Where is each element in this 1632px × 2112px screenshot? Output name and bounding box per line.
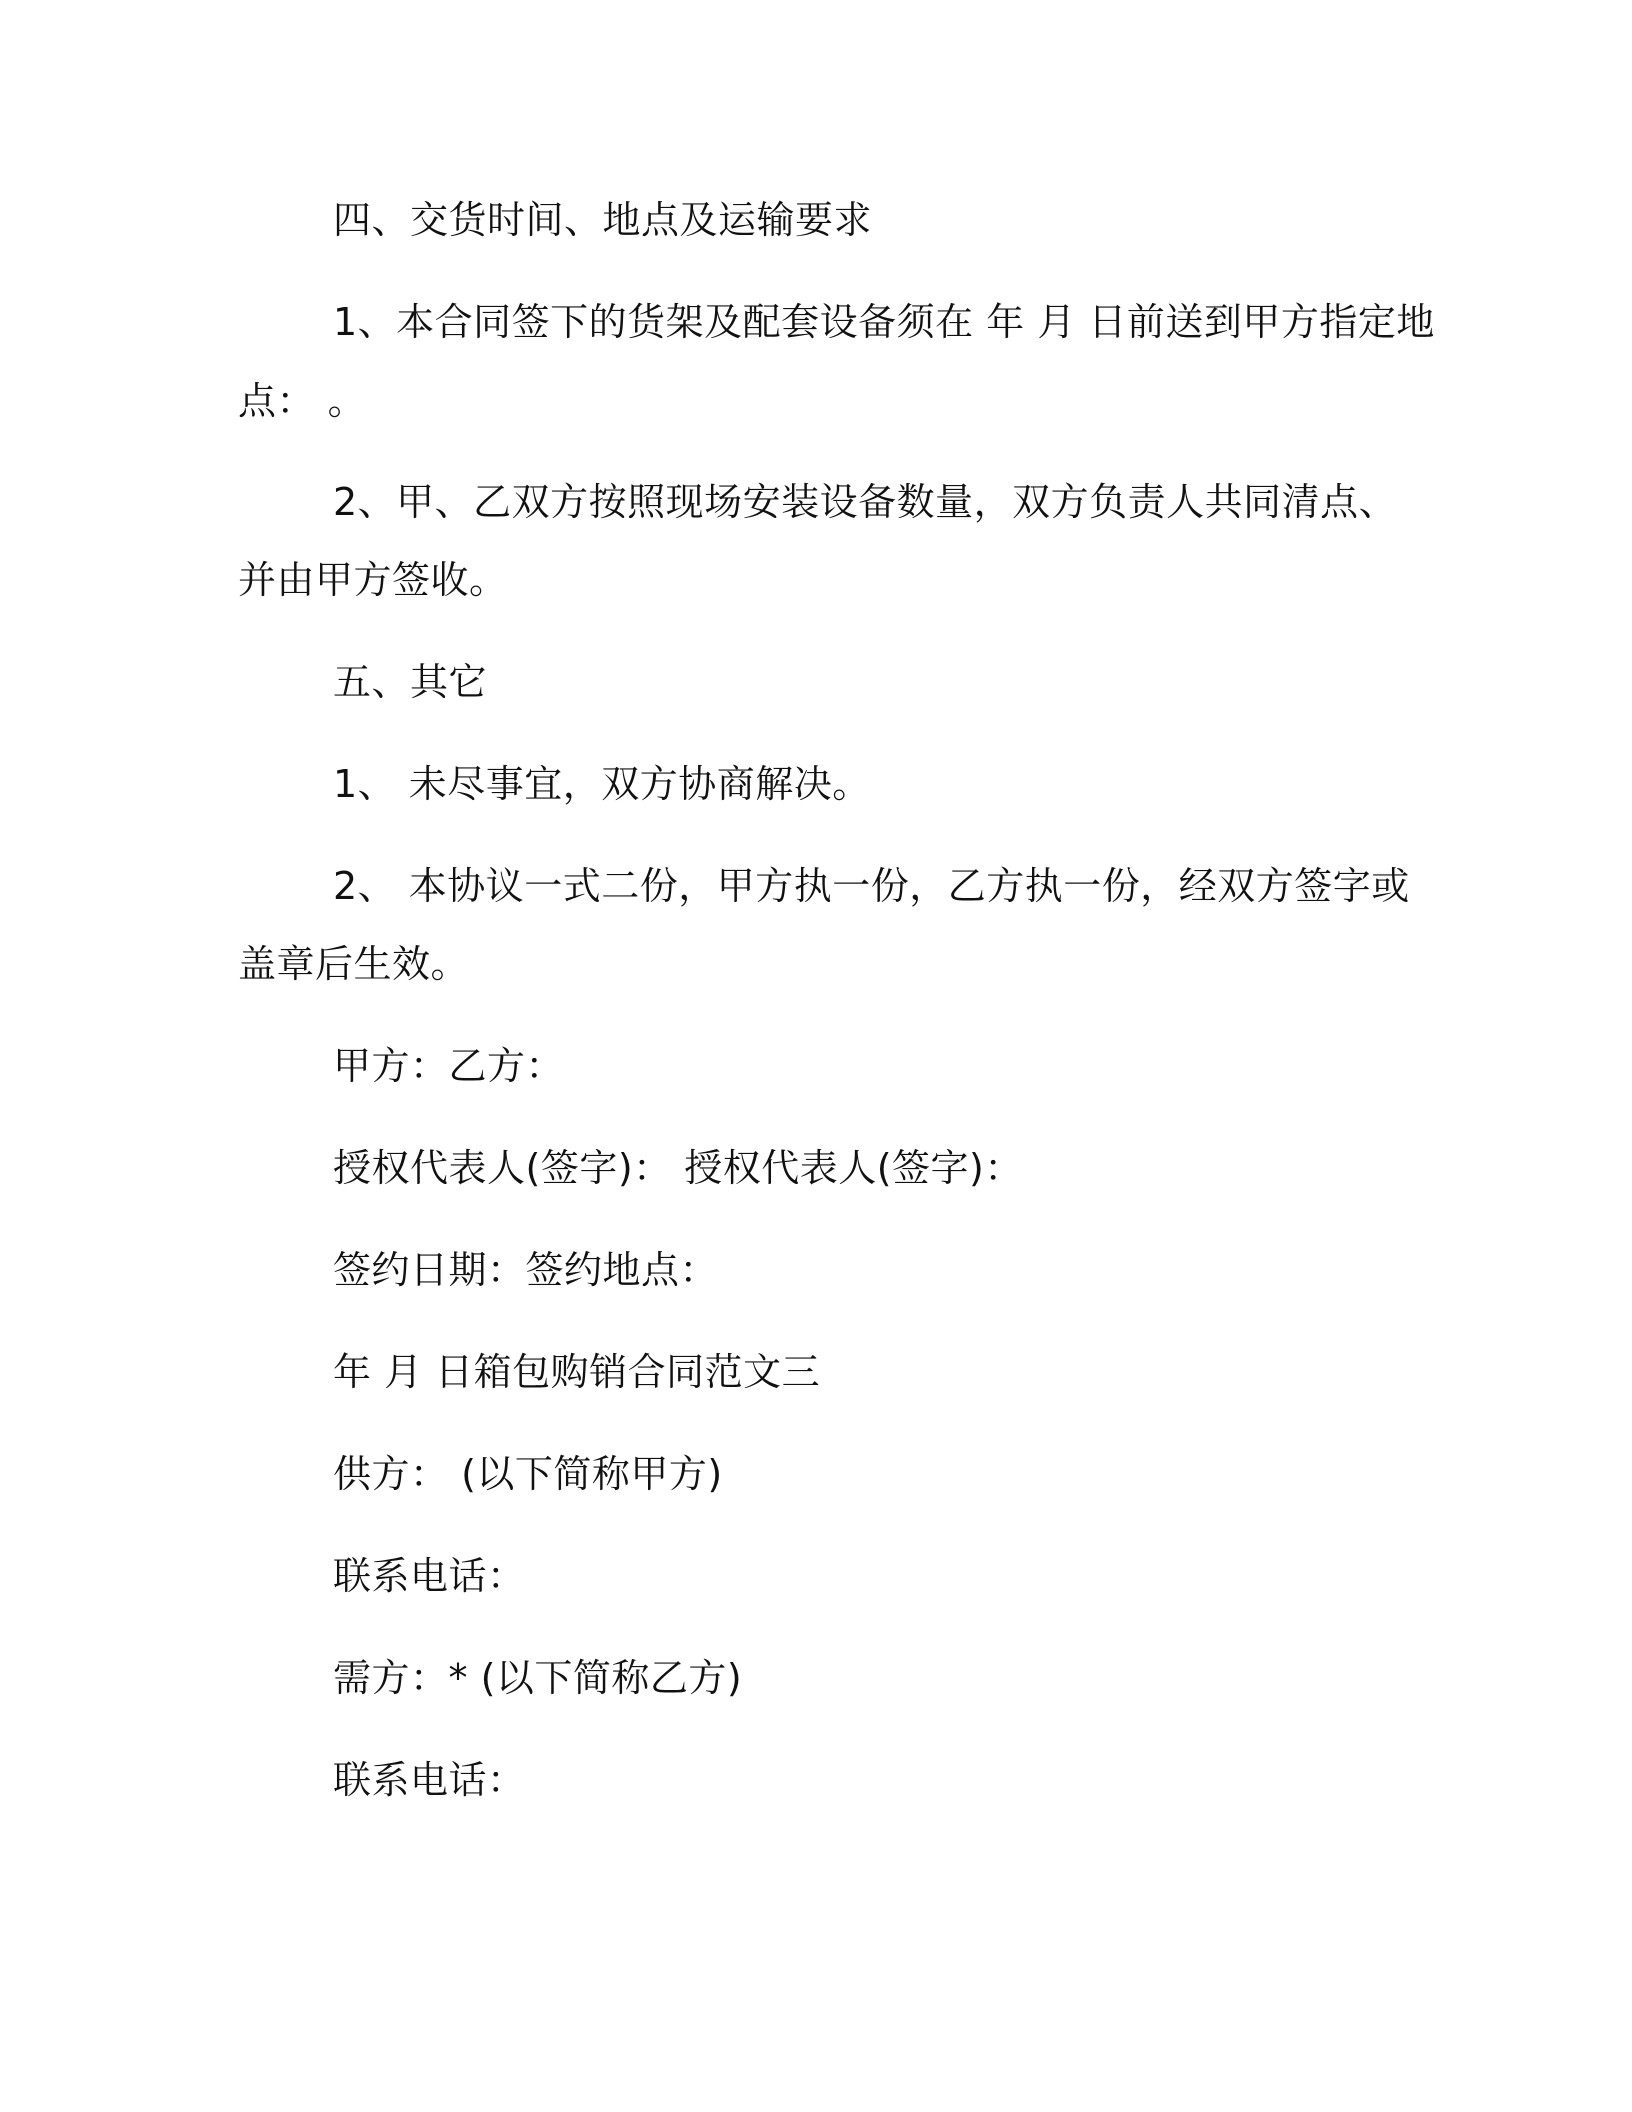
section4-item1-line2: 点： 。	[238, 379, 367, 423]
buyer-line: 需方：* (以下简称乙方)	[333, 1656, 743, 1700]
authorized-representative-line: 授权代表人(签字)： 授权代表人(签字)：	[333, 1146, 1023, 1190]
supplier-line: 供方： (以下简称甲方)	[333, 1452, 723, 1496]
section4-item2-line1: 2、甲、乙双方按照现场安装设备数量，双方负责人共同清点、	[333, 480, 1398, 524]
date-title-line: 年 月 日箱包购销合同范文三	[333, 1350, 821, 1394]
section5-item2-line1: 2、 本协议一式二份，甲方执一份，乙方执一份，经双方签字或	[333, 864, 1410, 908]
sign-date-location-line: 签约日期：签约地点：	[333, 1248, 719, 1292]
section5-item2-line2: 盖章后生效。	[238, 942, 470, 986]
supplier-phone-line: 联系电话：	[333, 1554, 526, 1598]
section4-heading: 四、交货时间、地点及运输要求	[333, 198, 873, 242]
section5-item1: 1、 未尽事宜，双方协商解决。	[333, 762, 871, 806]
section4-item2-line2: 并由甲方签收。	[238, 558, 508, 602]
section5-heading: 五、其它	[333, 660, 488, 704]
parties-line: 甲方：乙方：	[333, 1044, 565, 1088]
buyer-phone-line: 联系电话：	[333, 1758, 526, 1802]
section4-item1-line1: 1、本合同签下的货架及配套设备须在 年 月 日前送到甲方指定地	[333, 300, 1435, 344]
